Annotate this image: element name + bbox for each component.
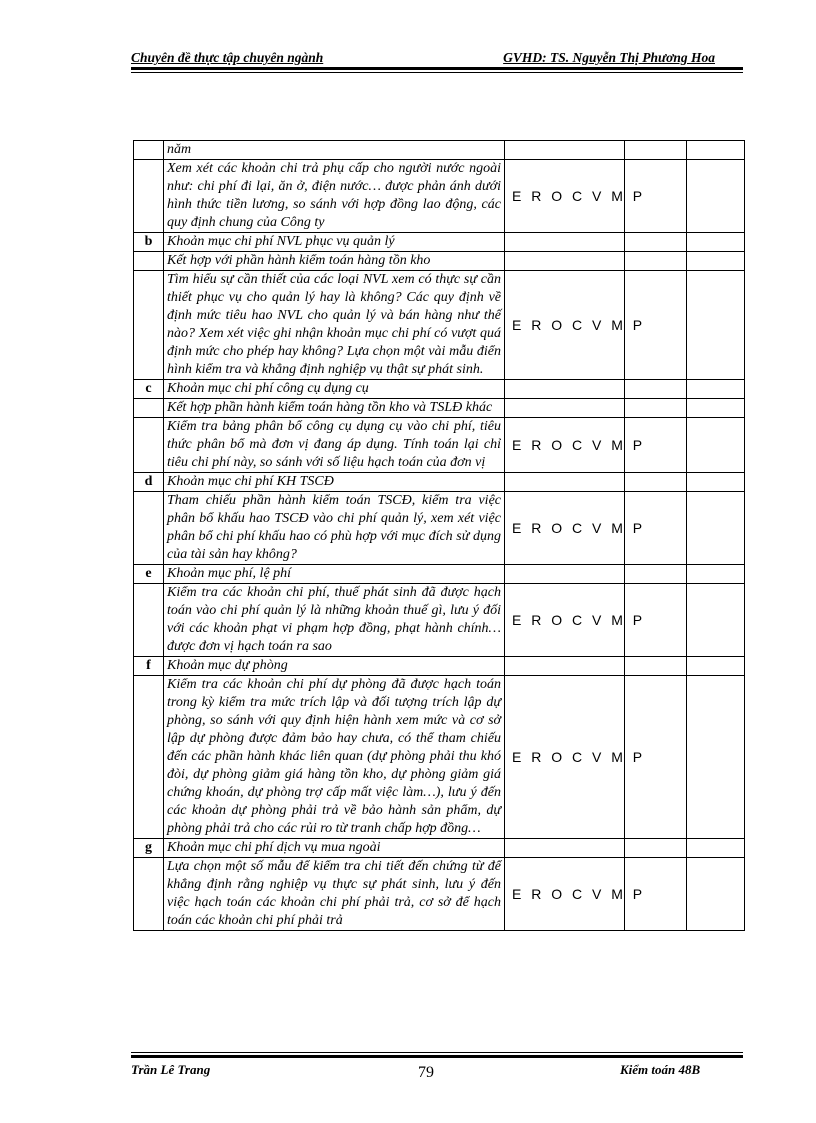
header-supervisor: GVHD: TS. Nguyễn Thị Phương Hoa (503, 50, 715, 65)
empty-cell (687, 233, 745, 252)
procedure-text: Kết hợp phần hành kiểm toán hàng tồn kho và TSLĐ khác (164, 399, 505, 418)
procedure-text: Kết hợp với phần hành kiểm toán hàng tồn kho (164, 252, 505, 271)
empty-cell (687, 399, 745, 418)
row-code (134, 858, 164, 931)
audit-table-body (134, 141, 745, 931)
table-row (134, 565, 745, 584)
procedure-text: Kiểm tra bảng phân bổ công cụ dụng cụ vào chi phí, tiêu thức phân bổ mà đơn vị đang áp dụng. Tính toán lại chỉ tiêu chi phí này, so sánh với số liệu hạch toán của đơn vị (164, 418, 505, 473)
empty-cell (625, 252, 687, 271)
audit-objectives (505, 233, 625, 252)
empty-cell (687, 839, 745, 858)
row-code (134, 160, 164, 233)
table-row (134, 399, 745, 418)
audit-objectives (505, 473, 625, 492)
row-code: b (134, 233, 164, 252)
footer-author: Trần Lê Trang (131, 1062, 211, 1077)
empty-cell (625, 141, 687, 160)
audit-objectives: E R O C V M P (505, 418, 625, 473)
procedure-text: Khoản mục phí, lệ phí (164, 565, 505, 584)
empty-cell (687, 160, 745, 233)
procedure-text: Khoản mục chi phí dịch vụ mua ngoài (164, 839, 505, 858)
empty-cell (625, 839, 687, 858)
empty-cell (625, 565, 687, 584)
row-code: f (134, 657, 164, 676)
procedure-text: Kiểm tra các khoản chi phí dự phòng đã được hạch toán trong kỳ kiểm tra mức trích lập và đối tượng trích lập dự phòng, so sánh với quy định hiện hành xem mức và cơ sở lập dự phòng được đảm bảo hay chưa, có thể tham chiếu đến các phần hành khác liên quan (dự phòng phải thu khó đòi, dự phòng giảm giá hàng tồn kho, dự phòng giảm giá chứng khoán, dự phòng trợ cấp mất việc làm…), lưu ý đến các khoản dự phòng phải trả về bảo hành sản phẩm, dự phòng phải trả cho các rủi ro từ tranh chấp hợp đồng… (164, 676, 505, 839)
empty-cell (687, 380, 745, 399)
row-code (134, 418, 164, 473)
header-rule-thin (131, 72, 743, 73)
page-header (131, 50, 743, 68)
row-code: c (134, 380, 164, 399)
audit-objectives (505, 839, 625, 858)
empty-cell (687, 141, 745, 160)
header-rule-thick (131, 67, 743, 70)
empty-cell (625, 380, 687, 399)
empty-cell (687, 676, 745, 839)
audit-objectives (505, 380, 625, 399)
procedure-text: Tìm hiểu sự cần thiết của các loại NVL xem có thực sự cần thiết phục vụ cho quản lý hay là không? Các quy định về định mức tiêu hao NVL cho quản lý và bán hàng như thế nào? Xem xét việc ghi nhận khoản mục chi phí có vượt quá định mức cho phép hay không? Lựa chọn một vài mẫu điển hình kiểm tra và khẳng định nghiệp vụ thật sự phát sinh. (164, 271, 505, 380)
procedure-text: Khoản mục chi phí NVL phục vụ quản lý (164, 233, 505, 252)
audit-procedures-table (133, 140, 745, 931)
table-row (134, 141, 745, 160)
audit-objectives (505, 141, 625, 160)
table-row (134, 676, 745, 839)
row-code (134, 271, 164, 380)
audit-objectives (505, 252, 625, 271)
table-row (134, 492, 745, 565)
table-row (134, 584, 745, 657)
header-course-title: Chuyên đề thực tập chuyên ngành (131, 50, 324, 65)
empty-cell (687, 657, 745, 676)
empty-cell (625, 657, 687, 676)
audit-objectives: E R O C V M P (505, 584, 625, 657)
row-code (134, 676, 164, 839)
row-code (134, 252, 164, 271)
table-row (134, 858, 745, 931)
row-code: d (134, 473, 164, 492)
table-row (134, 233, 745, 252)
audit-objectives: E R O C V M P (505, 858, 625, 931)
empty-cell (687, 584, 745, 657)
table-row (134, 252, 745, 271)
empty-cell (687, 252, 745, 271)
procedure-text: Khoản mục chi phí KH TSCĐ (164, 473, 505, 492)
empty-cell (687, 418, 745, 473)
audit-objectives: E R O C V M P (505, 676, 625, 839)
empty-cell (625, 473, 687, 492)
row-code: g (134, 839, 164, 858)
footer-rule-thin (131, 1052, 743, 1053)
row-code (134, 141, 164, 160)
empty-cell (687, 565, 745, 584)
row-code (134, 584, 164, 657)
table-row (134, 473, 745, 492)
procedure-text: Tham chiếu phần hành kiểm toán TSCĐ, kiểm tra việc phân bổ khấu hao TSCĐ vào chi phí quản lý, xem xét việc phân bổ chi phí khấu hao có phù hợp với mục đích sử dụng của tài sản hay không? (164, 492, 505, 565)
empty-cell (687, 473, 745, 492)
footer-class: Kiểm toán 48B (620, 1062, 701, 1077)
empty-cell (687, 492, 745, 565)
table-row (134, 160, 745, 233)
procedure-text: Khoản mục chi phí công cụ dụng cụ (164, 380, 505, 399)
audit-objectives (505, 399, 625, 418)
audit-objectives: E R O C V M P (505, 160, 625, 233)
table-row (134, 839, 745, 858)
audit-objectives (505, 565, 625, 584)
empty-cell (625, 233, 687, 252)
table-row (134, 380, 745, 399)
audit-objectives (505, 657, 625, 676)
table-row (134, 418, 745, 473)
empty-cell (625, 399, 687, 418)
row-code (134, 399, 164, 418)
row-code: e (134, 565, 164, 584)
footer-rule-thick (131, 1055, 743, 1058)
table-row (134, 657, 745, 676)
audit-objectives: E R O C V M P (505, 492, 625, 565)
procedure-text: Xem xét các khoản chi trả phụ cấp cho người nước ngoài như: chi phí đi lại, ăn ở, điện nước… được phản ánh dưới hình thức tiền lương, so sánh với hợp đồng lao động, các quy định chung của Công ty (164, 160, 505, 233)
row-code (134, 492, 164, 565)
page-number: 79 (418, 1064, 434, 1081)
procedure-text: Lựa chọn một số mẫu để kiểm tra chi tiết đến chứng từ để khẳng định rằng nghiệp vụ thực sự phát sinh, lưu ý đến việc hạch toán các khoản chi phí phải trả, cơ sở để hạch toán các khoản chi phí phải trả (164, 858, 505, 931)
procedure-text: năm (164, 141, 505, 160)
table-row (134, 271, 745, 380)
procedure-text: Khoản mục dự phòng (164, 657, 505, 676)
audit-objectives: E R O C V M P (505, 271, 625, 380)
empty-cell (687, 858, 745, 931)
procedure-text: Kiểm tra các khoản chi phí, thuế phát sinh đã được hạch toán vào chi phí quản lý là những khoản thuế gì, lưu ý đối với các khoản phạt vi phạm hợp đồng, phạt hành chính… được đơn vị hạch toán ra sao (164, 584, 505, 657)
empty-cell (687, 271, 745, 380)
